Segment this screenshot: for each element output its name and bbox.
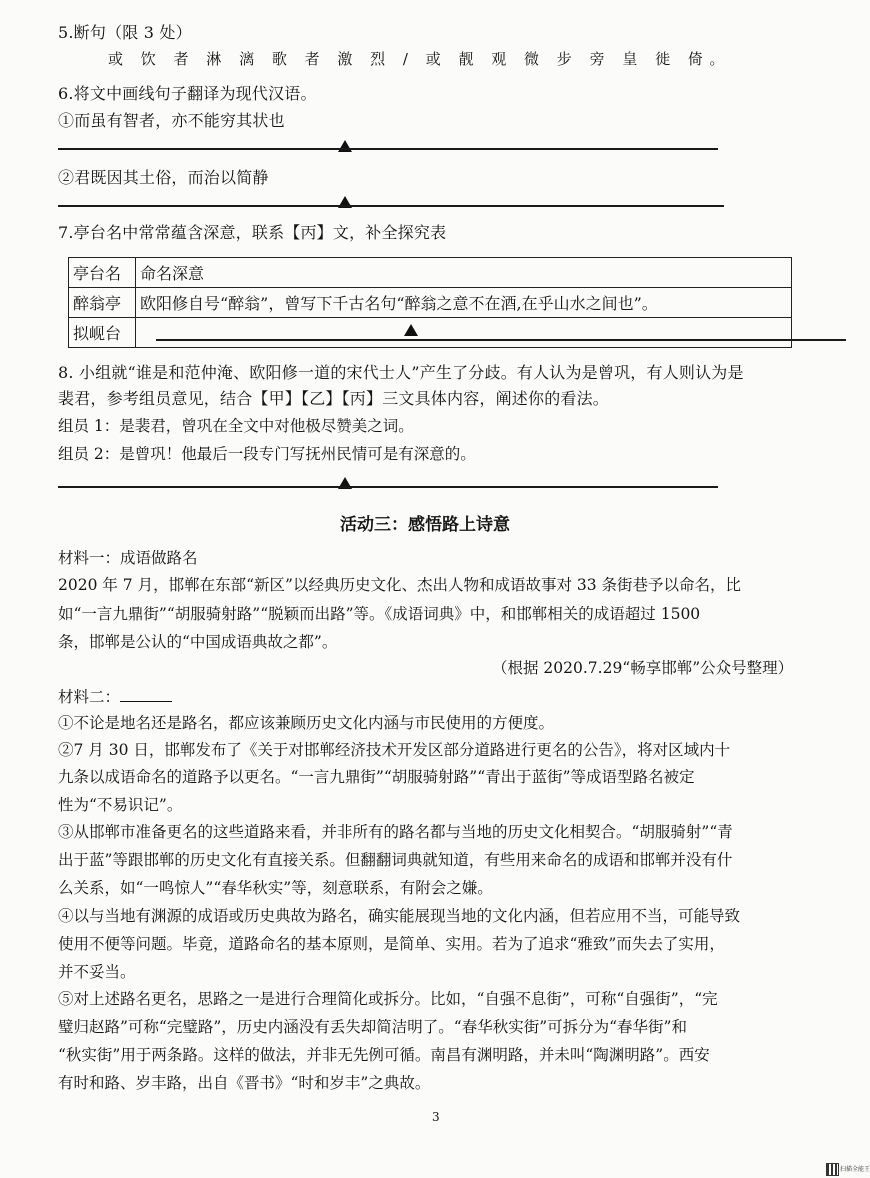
page-number: 3 (432, 1110, 440, 1124)
answer-line (156, 339, 846, 341)
section-heading: 活动三：感悟路上诗意 (340, 515, 510, 535)
paragraph-line: 条，邯郸是公认的“中国成语典故之都”。 (58, 633, 338, 651)
table-cell: 欧阳修自号“醉翁”，曾写下千古名句“醉翁之意不在酒,在乎山水之间也”。 (136, 288, 792, 318)
paragraph-line: 璧归赵路”可称“完璧路”，历史内涵没有丢失却简洁明了。“春华秋实街”可拆分为“春华街”和 (58, 1018, 687, 1036)
q6-sentence-1: ①而虽有智者，亦不能穷其状也 (58, 111, 285, 130)
q5-title: 5.断句（限 3 处） (58, 23, 192, 42)
q8-line-1: 8. 小组就“谁是和范仲淹、欧阳修一道的宋代士人”产生了分歧。有人认为是曾巩，有人则认为是 (58, 363, 744, 382)
material-1-source: （根据 2020.7.29“畅享邯郸”公众号整理） (492, 659, 794, 677)
answer-triangle-icon (404, 324, 418, 336)
paragraph-line: 2020 年 7 月，邯郸在东部“新区”以经典历史文化、杰出人物和成语故事对 33 条街巷予以命名，比 (58, 576, 742, 594)
q7-title: 7.亭台名中常常蕴含深意，联系【丙】文，补全探究表 (58, 223, 447, 242)
paragraph-line: 有时和路、岁丰路，出自《晋书》“时和岁丰”之典故。 (58, 1074, 431, 1092)
table-answer-cell[interactable] (136, 318, 792, 348)
q8-member-1: 组员 1：是裴君，曾巩在全文中对他极尽赞美之词。 (58, 417, 414, 435)
q8-line-2: 裴君，参考组员意见，结合【甲】【乙】【丙】三文具体内容，阐述你的看法。 (58, 389, 610, 408)
paragraph-line: 九条以成语命名的道路予以更名。“一言九鼎街”“胡服骑射路”“青出于蓝街”等成语型路名被定 (58, 768, 695, 786)
paragraph-line: ⑤对上述路名更名，思路之一是进行合理简化或拆分。比如，“自强不息街”，可称“自强街”，“完 (58, 990, 718, 1008)
table-header-cell: 命名深意 (136, 258, 792, 288)
paragraph-line: 并不妥当。 (58, 963, 136, 981)
q6-sentence-2: ②君既因其土俗，而治以简静 (58, 168, 269, 187)
paragraph-line: 使用不便等问题。毕竟，道路命名的基本原则，是简单、实用。若为了追求“雅致”而失去了实用， (58, 935, 725, 953)
paragraph-line: ④以与当地有渊源的成语或历史典故为路名，确实能展现当地的文化内涵，但若应用不当，可能导致 (58, 907, 741, 925)
paragraph-line: 么关系，如“一鸣惊人”“春华秋实”等，刻意联系，有附会之嫌。 (58, 879, 493, 897)
table-cell: 拟岘台 (69, 318, 136, 348)
paragraph-line: ②7 月 30 日，邯郸发布了《关于对邯郸经济技术开发区部分道路进行更名的公告》，将对区域内十 (58, 741, 731, 759)
answer-line[interactable] (58, 205, 724, 207)
answer-triangle-icon (338, 140, 352, 152)
blank-line[interactable] (120, 687, 172, 702)
table-row (69, 288, 792, 318)
paragraph-line: 出于蓝”等跟邯郸的历史文化有直接关系。但翻翻词典就知道，有些用来命名的成语和邯郸并没有什 (58, 851, 733, 869)
table-header-cell: 亭台名 (69, 258, 136, 288)
exploration-table (68, 257, 792, 348)
material-2-label-text: 材料二： (58, 688, 121, 706)
scanner-watermark: 扫描全能王 (840, 1166, 870, 1173)
table-row (69, 318, 792, 348)
material-2-label (58, 685, 172, 707)
paragraph-line: ①不论是地名还是路名，都应该兼顾历史文化内涵与市民使用的方便度。 (58, 714, 555, 732)
q8-member-2: 组员 2：是曾巩！他最后一段专门写抚州民情可是有深意的。 (58, 445, 476, 463)
answer-line[interactable] (58, 486, 718, 488)
qr-code-icon (826, 1163, 839, 1176)
q5-sentence: 或 饮 者 淋 漓 歌 者 激 烈 / 或 靓 观 微 步 旁 皇 徙 倚。 (108, 50, 731, 68)
paragraph-line: ③从邯郸市准备更名的这些道路来看，并非所有的路名都与当地的历史文化相契合。“胡服骑射”“青 (58, 823, 733, 841)
material-1-label: 材料一：成语做路名 (58, 549, 198, 567)
paragraph-line: 如“一言九鼎街”“胡服骑射路”“脱颖而出路”等。《成语词典》中，和邯郸相关的成语超过 1500 (58, 605, 701, 623)
paragraph-line: “秋实街”用于两条路。这样的做法，并非无先例可循。南昌有渊明路，并未叫“陶渊明路”。西安 (58, 1046, 710, 1064)
q6-title: 6.将文中画线句子翻译为现代汉语。 (58, 84, 317, 103)
paragraph-line: 性为“不易识记”。 (58, 796, 183, 814)
answer-line[interactable] (58, 148, 718, 150)
table-row (69, 258, 792, 288)
table-cell: 醉翁亭 (69, 288, 136, 318)
